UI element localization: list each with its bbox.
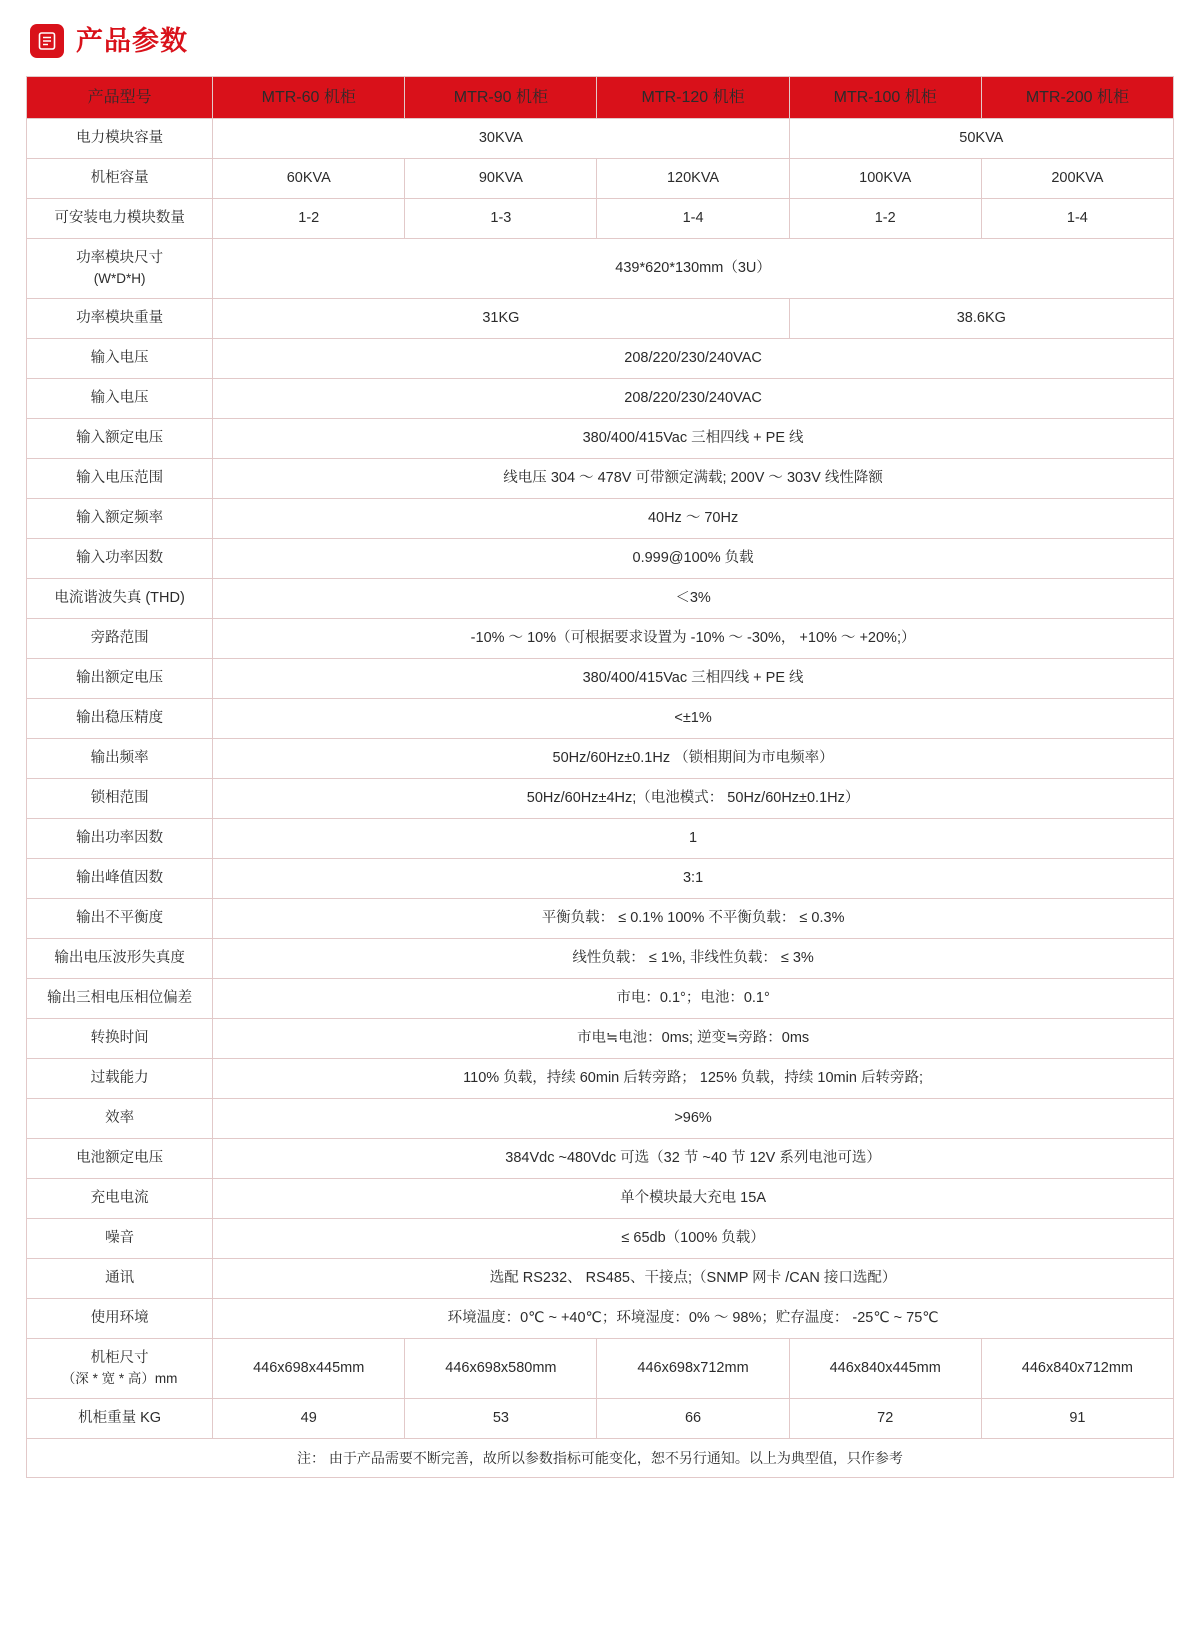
table-header-row [27,77,1174,119]
row-label-text: 通讯 [105,1270,135,1287]
row-label-text: 输出稳压精度 [76,709,164,726]
row-label-text: 机柜容量 [90,170,149,187]
row-label [27,378,213,418]
table-cell: 446x698x445mm [213,1339,405,1399]
table-row [27,738,1174,778]
table-cell: 439*620*130mm（3U） [213,239,1174,299]
column-header-4: MTR-100 机柜 [789,77,981,119]
table-cell: 200KVA [981,159,1173,199]
table-row [27,1179,1174,1219]
table-row [27,1299,1174,1339]
table-head [27,77,1174,119]
table-cell: 72 [789,1398,981,1438]
row-label-text: 功率模块重量 [76,309,164,326]
table-cell: 446x698x580mm [405,1339,597,1399]
row-label [27,859,213,899]
table-row [27,1219,1174,1259]
row-label [27,618,213,658]
table-cell: 单个模块最大充电 15A [213,1179,1174,1219]
row-label-text: 输入额定电压 [76,429,164,446]
table-cell: 380/400/415Vac 三相四线 + PE 线 [213,418,1174,458]
table-cell: 1-3 [405,199,597,239]
row-label [27,1398,213,1438]
table-cell: 线电压 304 ～ 478V 可带额定满载; 200V ～ 303V 线性降额 [213,458,1174,498]
row-label [27,199,213,239]
row-label-text: 输入额定频率 [76,509,164,526]
row-label [27,498,213,538]
row-label [27,418,213,458]
table-row [27,338,1174,378]
table-row [27,618,1174,658]
table-cell: 380/400/415Vac 三相四线 + PE 线 [213,658,1174,698]
table-body [27,119,1174,1439]
table-row [27,199,1174,239]
table-row [27,119,1174,159]
row-label [27,899,213,939]
table-cell: 50KVA [789,119,1173,159]
row-label-text: 输入功率因数 [76,549,164,566]
document-list-icon [30,24,64,58]
table-cell: -10% ～ 10%（可根据要求设置为 -10% ～ -30%， +10% ～ +20%;） [213,618,1174,658]
table-row [27,378,1174,418]
table-cell: ≤ 65db（100% 负载） [213,1219,1174,1259]
row-label-text: 输入电压范围 [76,469,164,486]
row-label [27,578,213,618]
table-row [27,899,1174,939]
row-label-text: 转换时间 [90,1030,149,1047]
row-label-text: 充电电流 [90,1190,149,1207]
table-row [27,498,1174,538]
table-row [27,1019,1174,1059]
table-row [27,698,1174,738]
table-cell: 1-2 [789,199,981,239]
table-cell: <±1% [213,698,1174,738]
table-row [27,979,1174,1019]
row-label [27,338,213,378]
table-cell: ＜3% [213,578,1174,618]
row-label [27,738,213,778]
table-row [27,159,1174,199]
row-label-text: 输出额定电压 [76,669,164,686]
row-label-text: 使用环境 [90,1310,149,1327]
table-cell: 53 [405,1398,597,1438]
row-label [27,658,213,698]
row-label [27,1339,213,1399]
table-cell: 1-2 [213,199,405,239]
table-row [27,658,1174,698]
table-cell: 30KVA [213,119,789,159]
row-label-text: 输出电压波形失真度 [54,950,185,967]
table-foot [27,1438,1174,1477]
table-cell: 38.6KG [789,298,1173,338]
table-row [27,298,1174,338]
row-label-text: 输出频率 [90,749,149,766]
row-label-text: 输入电压 [90,349,149,366]
table-row [27,538,1174,578]
row-label-sub: （深 * 宽 * 高）mm [61,1371,178,1387]
table-cell: 120KVA [597,159,789,199]
row-label-text: 输出三相电压相位偏差 [47,990,193,1007]
row-label [27,979,213,1019]
column-header-5: MTR-200 机柜 [981,77,1173,119]
table-cell: 208/220/230/240VAC [213,338,1174,378]
table-cell: 40Hz ～ 70Hz [213,498,1174,538]
row-label-text: 输出功率因数 [76,830,164,847]
table-cell: >96% [213,1099,1174,1139]
table-row [27,239,1174,299]
table-row [27,1398,1174,1438]
table-row [27,1139,1174,1179]
row-label [27,1019,213,1059]
row-label-text: 输出峰值因数 [76,870,164,887]
row-label-text: 效率 [105,1110,135,1127]
row-label-text: 机柜尺寸 [90,1350,149,1367]
table-note: 注： 由于产品需要不断完善，故所以参数指标可能变化，恕不另行通知。以上为典型值，只作参考 [27,1438,1174,1477]
row-label [27,779,213,819]
table-cell: 31KG [213,298,789,338]
table-cell: 1-4 [981,199,1173,239]
row-label [27,119,213,159]
table-cell: 50Hz/60Hz±4Hz;（电池模式： 50Hz/60Hz±0.1Hz） [213,779,1174,819]
column-header-2: MTR-90 机柜 [405,77,597,119]
table-cell: 60KVA [213,159,405,199]
table-cell: 0.999@100% 负载 [213,538,1174,578]
table-cell: 90KVA [405,159,597,199]
table-cell: 446x840x445mm [789,1339,981,1399]
table-cell: 49 [213,1398,405,1438]
row-label [27,1219,213,1259]
table-cell: 208/220/230/240VAC [213,378,1174,418]
table-row [27,779,1174,819]
row-label [27,1059,213,1099]
column-header-3: MTR-120 机柜 [597,77,789,119]
row-label [27,819,213,859]
table-cell: 选配 RS232、 RS485、干接点;（SNMP 网卡 /CAN 接口选配） [213,1259,1174,1299]
row-label [27,159,213,199]
table-cell: 1 [213,819,1174,859]
row-label-text: 电池额定电压 [76,1150,164,1167]
row-label [27,939,213,979]
table-cell: 市电≒电池：0ms; 逆变≒旁路：0ms [213,1019,1174,1059]
row-label-text: 输出不平衡度 [76,910,164,927]
table-cell: 3:1 [213,859,1174,899]
column-header-0: 产品型号 [27,77,213,119]
row-label-text: 电流谐波失真 (THD) [54,589,185,606]
table-row [27,819,1174,859]
product-spec-table [26,76,1174,1478]
table-cell: 110% 负载，持续 60min 后转旁路； 125% 负载，持续 10min 后转旁路; [213,1059,1174,1099]
table-cell: 384Vdc ~480Vdc 可选（32 节 ~40 节 12V 系列电池可选） [213,1139,1174,1179]
row-label-text: 电力模块容量 [76,130,164,147]
row-label-text: 噪音 [105,1230,135,1247]
row-label-text: 可安装电力模块数量 [54,210,185,227]
row-label-text: 锁相范围 [90,790,149,806]
table-row [27,1059,1174,1099]
table-cell: 市电：0.1°；电池：0.1° [213,979,1174,1019]
row-label-text: 机柜重量 KG [78,1409,162,1426]
table-row [27,578,1174,618]
table-row [27,458,1174,498]
table-cell: 环境温度：0℃ ~ +40℃；环境湿度：0% ～ 98%；贮存温度： -25℃ ~ 75℃ [213,1299,1174,1339]
row-label [27,1099,213,1139]
row-label-text: 过载能力 [90,1070,149,1087]
table-row [27,1259,1174,1299]
table-cell: 1-4 [597,199,789,239]
table-row [27,939,1174,979]
table-row [27,859,1174,899]
row-label [27,458,213,498]
table-cell: 446x840x712mm [981,1339,1173,1399]
table-cell: 平衡负载： ≤ 0.1% 100% 不平衡负载： ≤ 0.3% [213,899,1174,939]
table-row [27,418,1174,458]
row-label [27,1179,213,1219]
row-label-sub: (W*D*H) [93,271,146,287]
row-label [27,1139,213,1179]
table-cell: 50Hz/60Hz±0.1Hz （锁相期间为市电频率） [213,738,1174,778]
page-header [30,24,1174,58]
row-label [27,298,213,338]
page-title: 产品参数 [76,25,188,56]
row-label-text: 功率模块尺寸 [76,250,164,267]
table-cell: 线性负载： ≤ 1%, 非线性负载： ≤ 3% [213,939,1174,979]
row-label-text: 输入电压 [90,389,149,406]
row-label [27,1299,213,1339]
table-cell: 66 [597,1398,789,1438]
table-cell: 446x698x712mm [597,1339,789,1399]
table-row [27,1099,1174,1139]
row-label [27,538,213,578]
column-header-1: MTR-60 机柜 [213,77,405,119]
row-label [27,239,213,299]
row-label [27,698,213,738]
row-label-text: 旁路范围 [90,629,149,646]
table-row [27,1339,1174,1399]
table-note-row [27,1438,1174,1477]
table-cell: 100KVA [789,159,981,199]
row-label [27,1259,213,1299]
table-cell: 91 [981,1398,1173,1438]
